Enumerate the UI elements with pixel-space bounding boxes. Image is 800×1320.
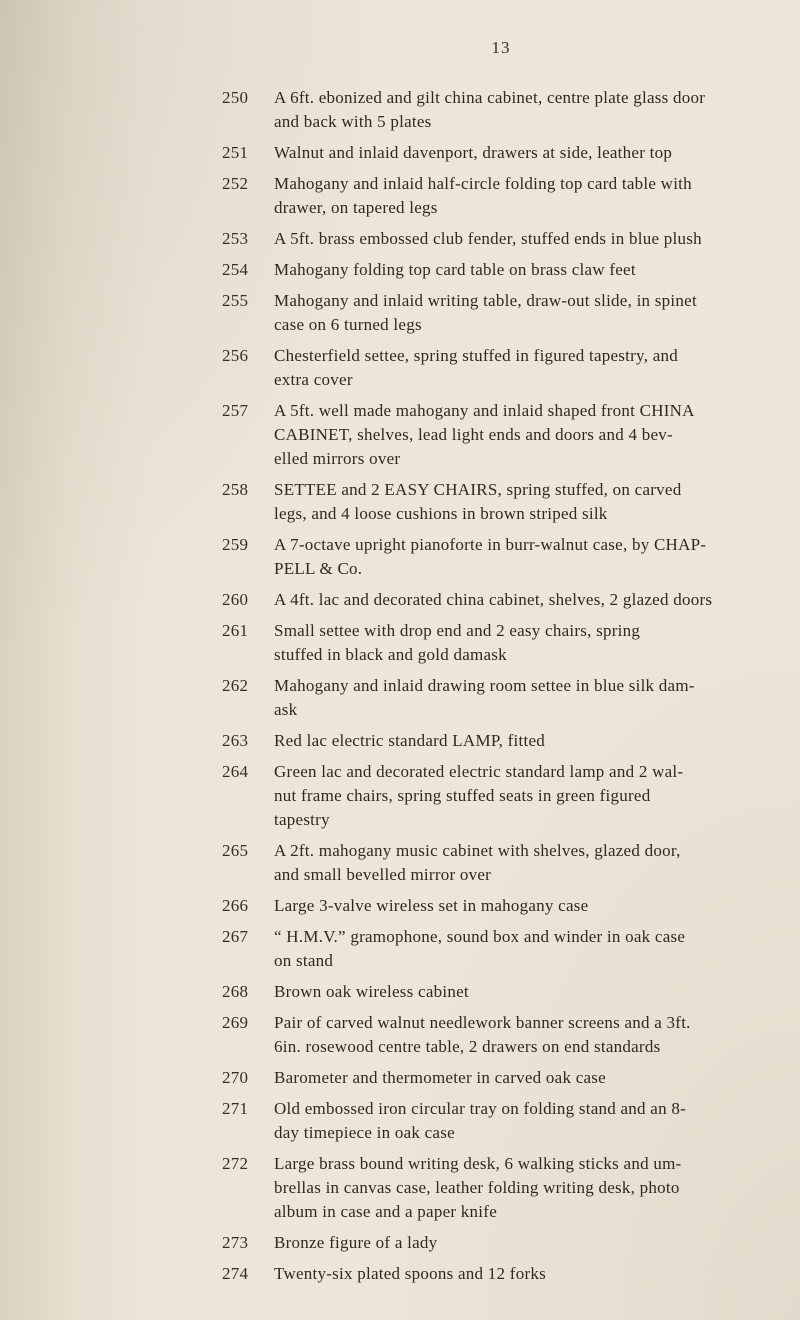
lot-description-line: Walnut and inlaid davenport, drawers at side, leather top: [274, 143, 673, 162]
lot-number: 270: [222, 1068, 249, 1087]
lot-description-line: Old embossed iron circular tray on folding stand and an 8-: [274, 1099, 687, 1118]
lot-entry: [222, 141, 780, 165]
lot-number: 256: [222, 346, 249, 365]
lot-description-line: Pair of carved walnut needlework banner screens and a 3ft.: [274, 1013, 691, 1032]
lot-number: 255: [222, 291, 249, 310]
lot-description: [274, 894, 780, 918]
lot-description: [274, 172, 780, 220]
lot-description-line: Mahogany and inlaid writing table, draw-out slide, in spinet: [274, 291, 697, 310]
lot-description-line: Mahogany and inlaid half-circle folding top card table with: [274, 174, 692, 193]
lot-entry: [222, 227, 780, 251]
lot-description-line: “ H.M.V.” gramophone, sound box and winder in oak case: [274, 927, 686, 946]
lot-description: [274, 1011, 780, 1059]
lot-description: [274, 1152, 780, 1224]
lot-description-line: A 7-octave upright pianoforte in burr-walnut case, by CHAP-: [274, 535, 707, 554]
lot-number: 258: [222, 480, 249, 499]
lot-description: [274, 478, 780, 526]
lot-description-line: Twenty-six plated spoons and 12 forks: [274, 1264, 546, 1283]
lot-description: [274, 1066, 780, 1090]
lot-number: 252: [222, 174, 249, 193]
lot-number: 269: [222, 1013, 249, 1032]
lot-entry: [222, 478, 780, 526]
lot-description-line: drawer, on tapered legs: [274, 198, 438, 217]
lot-description-line: Brown oak wireless cabinet: [274, 982, 469, 1001]
lot-description: [274, 1262, 780, 1286]
lot-description-line: stuffed in black and gold damask: [274, 645, 507, 664]
lot-description-line: elled mirrors over: [274, 449, 401, 468]
lot-description-line: CABINET, shelves, lead light ends and doors and 4 bev-: [274, 425, 673, 444]
page-number: 13: [491, 38, 511, 57]
lot-description: [274, 344, 780, 392]
lot-entry: [222, 588, 780, 612]
lot-entry: [222, 1097, 780, 1145]
lot-entry: [222, 925, 780, 973]
lot-description-line: A 4ft. lac and decorated china cabinet, shelves, 2 glazed doors: [274, 590, 713, 609]
lot-entry: [222, 980, 780, 1004]
lot-number: 272: [222, 1154, 249, 1173]
lot-description-line: legs, and 4 loose cushions in brown striped silk: [274, 504, 608, 523]
lot-description: [274, 1097, 780, 1145]
lot-description-line: Red lac electric standard LAMP, fitted: [274, 731, 546, 750]
lot-entry: [222, 729, 780, 753]
lot-description: [274, 674, 780, 722]
lot-description: [274, 258, 780, 282]
lot-number: 260: [222, 590, 249, 609]
lot-number: 263: [222, 731, 249, 750]
lot-number: 253: [222, 229, 249, 248]
lot-description: [274, 289, 780, 337]
lot-entry: [222, 1262, 780, 1286]
lot-description-line: nut frame chairs, spring stuffed seats in green figured: [274, 786, 651, 805]
lot-description-line: album in case and a paper knife: [274, 1202, 497, 1221]
lot-description-line: Bronze figure of a lady: [274, 1233, 438, 1252]
lot-description-line: on stand: [274, 951, 334, 970]
lot-description: [274, 980, 780, 1004]
lot-entry: [222, 839, 780, 887]
lot-number: 266: [222, 896, 249, 915]
lot-description-line: Small settee with drop end and 2 easy chairs, spring: [274, 621, 641, 640]
lot-entry: [222, 1152, 780, 1224]
lot-number: 261: [222, 621, 249, 640]
lot-entry: [222, 86, 780, 134]
lot-description-line: A 5ft. well made mahogany and inlaid shaped front CHINA: [274, 401, 695, 420]
lot-description: [274, 141, 780, 165]
lot-description-line: Chesterfield settee, spring stuffed in figured tapestry, and: [274, 346, 678, 365]
lot-number: 250: [222, 88, 249, 107]
lot-description-line: Mahogany and inlaid drawing room settee in blue silk dam-: [274, 676, 695, 695]
lot-description-line: case on 6 turned legs: [274, 315, 422, 334]
lot-description-line: Large 3-valve wireless set in mahogany case: [274, 896, 589, 915]
lot-number: 265: [222, 841, 249, 860]
lot-entry: [222, 1011, 780, 1059]
lot-description-line: A 5ft. brass embossed club fender, stuffed ends in blue plush: [274, 229, 702, 248]
lot-entry: [222, 172, 780, 220]
lot-number: 271: [222, 1099, 249, 1118]
lot-description-line: Barometer and thermometer in carved oak case: [274, 1068, 606, 1087]
lot-description: [274, 1231, 780, 1255]
lot-description: [274, 533, 780, 581]
lot-description-line: A 2ft. mahogany music cabinet with shelves, glazed door,: [274, 841, 681, 860]
lot-entry: [222, 674, 780, 722]
lot-entry: [222, 1231, 780, 1255]
lot-number: 273: [222, 1233, 249, 1252]
lot-description-line: SETTEE and 2 EASY CHAIRS, spring stuffed, on carved: [274, 480, 682, 499]
lot-list: [222, 86, 780, 1286]
lot-description-line: ask: [274, 700, 298, 719]
lot-description-line: A 6ft. ebonized and gilt china cabinet, centre plate glass door: [274, 88, 706, 107]
lot-number: 268: [222, 982, 249, 1001]
lot-description-line: PELL & Co.: [274, 559, 363, 578]
lot-number: 259: [222, 535, 249, 554]
lot-description-line: and back with 5 plates: [274, 112, 432, 131]
lot-entry: [222, 1066, 780, 1090]
lot-number: 251: [222, 143, 249, 162]
lot-description: [274, 729, 780, 753]
lot-entry: [222, 894, 780, 918]
lot-description-line: extra cover: [274, 370, 353, 389]
lot-description-line: 6in. rosewood centre table, 2 drawers on end standards: [274, 1037, 661, 1056]
lot-number: 254: [222, 260, 249, 279]
lot-description: [274, 588, 780, 612]
lot-number: 257: [222, 401, 249, 420]
lot-description-line: Mahogany folding top card table on brass claw feet: [274, 260, 636, 279]
lot-entry: [222, 344, 780, 392]
lot-description-line: brellas in canvas case, leather folding writing desk, photo: [274, 1178, 680, 1197]
lot-number: 262: [222, 676, 249, 695]
lot-description-line: and small bevelled mirror over: [274, 865, 492, 884]
lot-entry: [222, 289, 780, 337]
lot-entry: [222, 258, 780, 282]
lot-entry: [222, 760, 780, 832]
lot-description: [274, 399, 780, 471]
lot-description-line: Large brass bound writing desk, 6 walking sticks and um-: [274, 1154, 682, 1173]
lot-description-line: Green lac and decorated electric standard lamp and 2 wal-: [274, 762, 684, 781]
lot-description: [274, 86, 780, 134]
lot-entry: [222, 619, 780, 667]
lot-entry: [222, 533, 780, 581]
lot-description: [274, 227, 780, 251]
lot-entry: [222, 399, 780, 471]
lot-description: [274, 619, 780, 667]
lot-description: [274, 839, 780, 887]
lot-number: 264: [222, 762, 249, 781]
lot-description: [274, 760, 780, 832]
lot-description: [274, 925, 780, 973]
lot-description-line: tapestry: [274, 810, 330, 829]
lot-number: 274: [222, 1264, 249, 1283]
lot-description-line: day timepiece in oak case: [274, 1123, 455, 1142]
lot-number: 267: [222, 927, 249, 946]
